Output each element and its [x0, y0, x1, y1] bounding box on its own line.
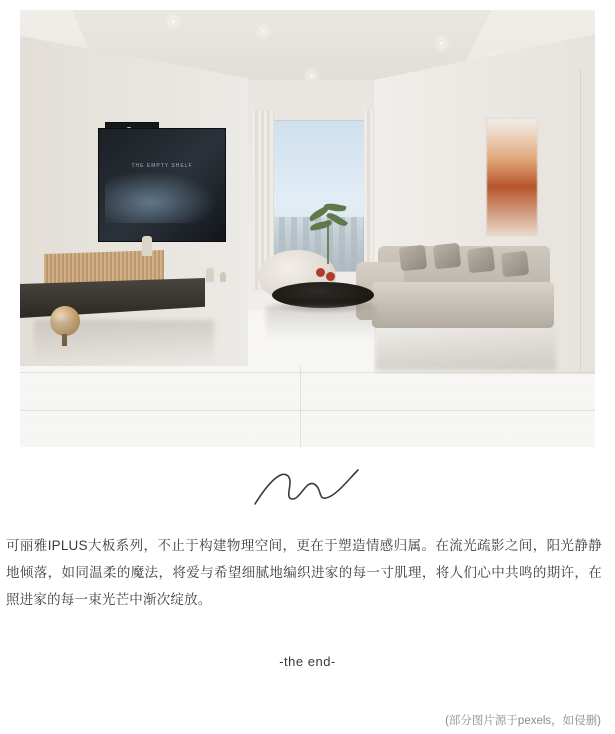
downlight-icon	[260, 28, 267, 35]
potted-plant	[308, 202, 348, 264]
decor-fruit	[316, 268, 325, 277]
abstract-wall-art	[486, 118, 538, 236]
floor-tile-line	[20, 410, 595, 411]
end-marker: -the end-	[279, 654, 336, 669]
article-paragraph: 可丽雅IPLUS大板系列，不止于构建物理空间，更在于塑造情感归属。在流光疏影之间，阳光静静地倾落，如同温柔的魔法，将爱与希望细腻地编织进家的每一寸肌理，将人们心中共鸣的期许，在照进家的每一束光芒中渐次绽放。	[6, 538, 602, 607]
decor-object	[206, 268, 214, 282]
downlight-icon	[308, 72, 315, 79]
sofa-cushion	[433, 243, 461, 270]
downlight-icon	[170, 18, 177, 25]
floor-reflection	[376, 326, 556, 370]
floor-reflection	[266, 306, 376, 340]
door-frame-line	[580, 70, 581, 370]
room-scene	[20, 10, 595, 447]
hero-image	[20, 10, 595, 447]
signature-flourish	[252, 466, 362, 508]
sofa-cushion	[467, 247, 495, 274]
decor-object	[220, 272, 226, 282]
tv-screen-glow	[105, 171, 217, 223]
wall-mounted-tv	[98, 128, 226, 242]
floor-tile-line	[20, 372, 595, 373]
coffee-table	[272, 282, 374, 308]
sofa-cushion	[399, 245, 427, 272]
image-credit-footnote: (部分图片源于pexels，如侵删)	[445, 715, 601, 727]
signature-icon	[252, 466, 362, 508]
decor-statue	[142, 236, 152, 256]
floor-reflection	[34, 320, 214, 362]
decor-fruit	[326, 272, 335, 281]
sofa-seat	[372, 282, 554, 328]
plant-leaf	[310, 220, 333, 231]
sofa-cushion	[501, 251, 529, 278]
downlight-icon	[438, 40, 445, 47]
tv-screen-caption: THE EMPTY SHELF	[131, 163, 193, 169]
floor-tile-line	[300, 366, 301, 447]
